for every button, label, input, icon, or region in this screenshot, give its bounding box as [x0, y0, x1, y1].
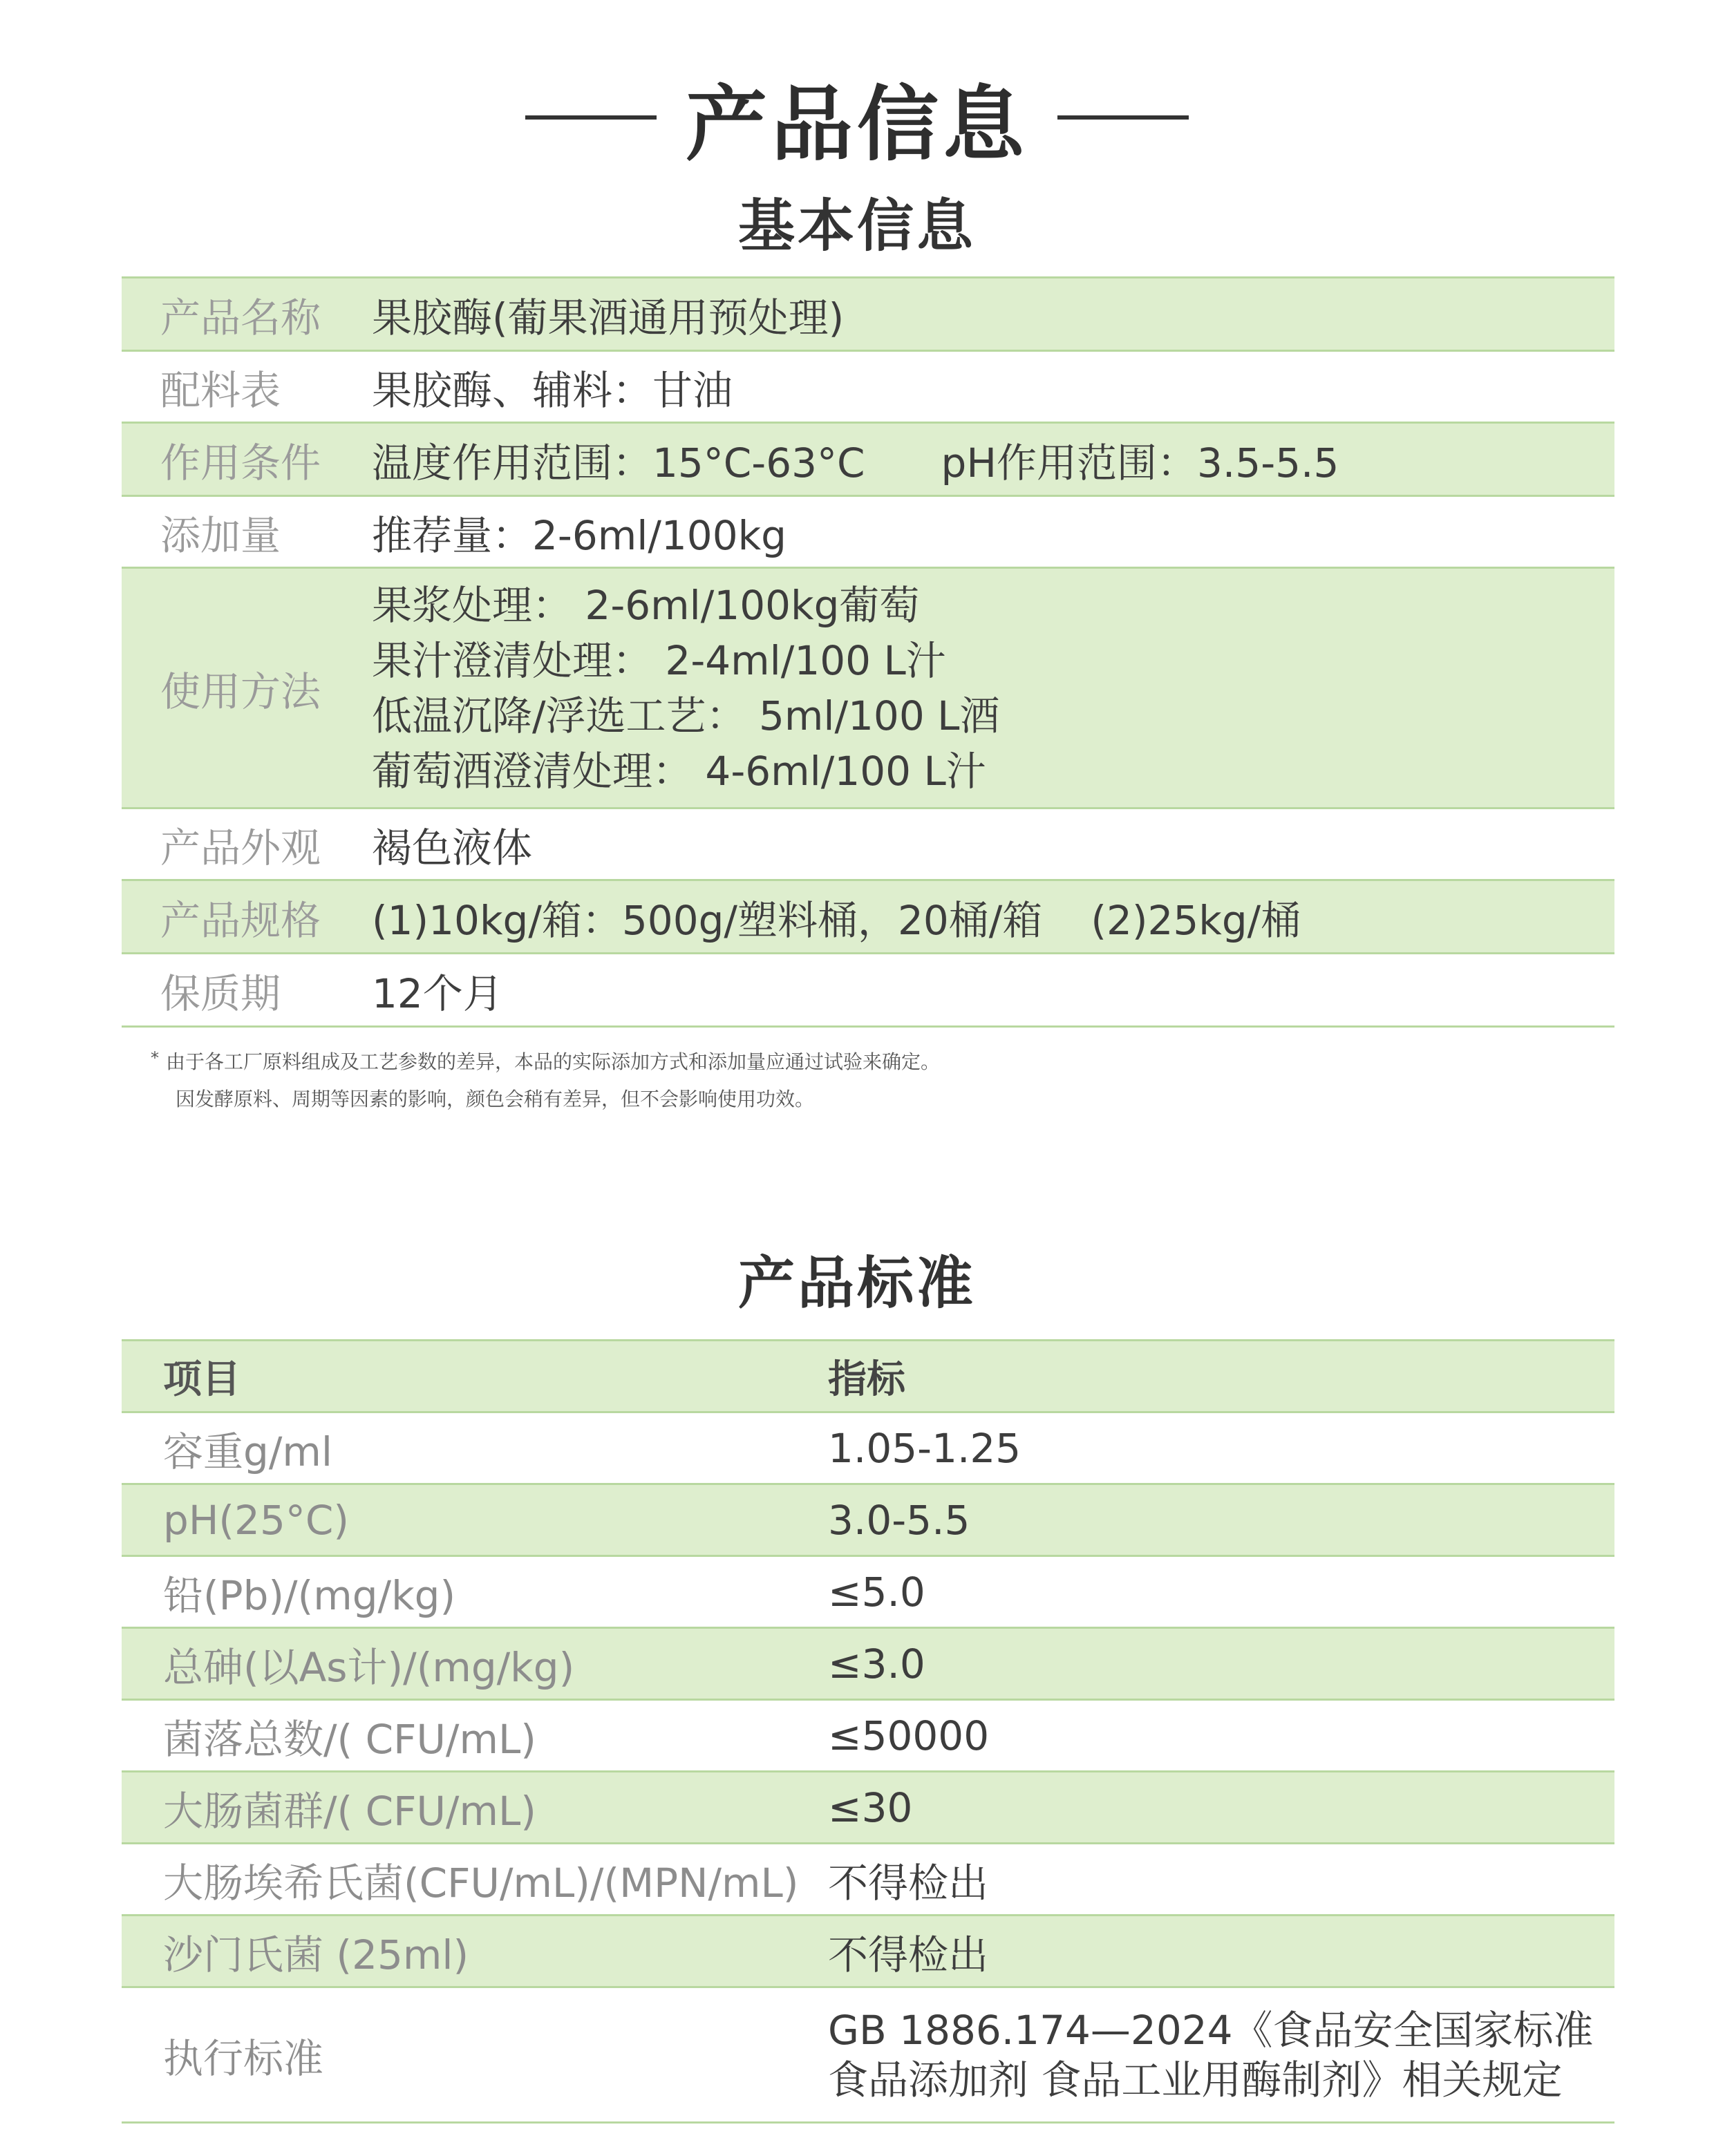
- footnote-1: 由于各工厂原料组成及工艺参数的差异，本品的实际添加方式和添加量应通过试验来确定。: [166, 1050, 941, 1073]
- row-value: [370, 568, 1614, 808]
- standard-item: 菌落总数/( CFU/mL): [122, 1700, 828, 1772]
- table-row: [122, 1412, 1614, 1484]
- standard-item: pH(25°C): [122, 1484, 828, 1556]
- table-row: [122, 1484, 1614, 1556]
- product-standard-title: 产品标准: [737, 1251, 976, 1316]
- usage-line: 葡萄酒澄清处理： 4-6ml/100 L汁: [372, 747, 986, 795]
- standard-item: 大肠埃希氏菌(CFU/mL)/(MPN/mL): [122, 1844, 828, 1916]
- row-value: 果胶酶(葡果酒通用预处理): [370, 278, 1614, 351]
- spec-1: (1)10kg/箱：500g/塑料桶，20桶/箱: [372, 896, 1043, 944]
- table-row: [122, 1772, 1614, 1844]
- standard-value: 不得检出: [828, 1916, 1614, 1987]
- row-value: [370, 423, 1614, 496]
- row-label: 配料表: [122, 351, 370, 423]
- basic-info-table: [122, 276, 1614, 1028]
- row-label: 作用条件: [122, 423, 370, 496]
- usage-line: 果汁澄清处理： 2-4ml/100 L汁: [372, 636, 946, 684]
- table-row: [122, 568, 1614, 808]
- standard-item: 执行标准: [122, 1987, 828, 2123]
- standard-value: ≤3.0: [828, 1628, 1614, 1700]
- standard-value: 3.0-5.5: [828, 1484, 1614, 1556]
- standard-value: ≤50000: [828, 1700, 1614, 1772]
- page-title-text: 产品信息: [685, 77, 1028, 172]
- standard-value: ≤30: [828, 1772, 1614, 1844]
- title-dash-left: [525, 115, 657, 120]
- exec-standard-line: 食品添加剂 食品工业用酶制剂》相关规定: [828, 2056, 1563, 2103]
- standard-item: 铅(Pb)/(mg/kg): [122, 1556, 828, 1628]
- table-row: [122, 496, 1614, 568]
- row-value: 果胶酶、辅料：甘油: [370, 351, 1614, 423]
- temperature-range: 温度作用范围：15°C-63°C: [372, 439, 865, 486]
- table-row: [122, 1556, 1614, 1628]
- standard-item: 沙门氏菌 (25ml): [122, 1916, 828, 1987]
- column-header-item: 项目: [122, 1341, 828, 1412]
- table-row: [122, 278, 1614, 351]
- table-header-row: [122, 1341, 1614, 1412]
- table-row: [122, 808, 1614, 880]
- table-row: [122, 351, 1614, 423]
- spec-2: (2)25kg/桶: [1091, 896, 1301, 944]
- standard-value: ≤5.0: [828, 1556, 1614, 1628]
- row-label: 添加量: [122, 496, 370, 568]
- column-header-index: 指标: [828, 1341, 1614, 1412]
- page-title: [0, 69, 1714, 172]
- standard-value: 不得检出: [828, 1844, 1614, 1916]
- product-standard-table: [122, 1339, 1614, 2124]
- ph-range: pH作用范围：3.5-5.5: [941, 439, 1339, 486]
- row-value: [370, 880, 1614, 954]
- table-row: [122, 1987, 1614, 2123]
- basic-info-title: 基本信息: [737, 193, 976, 259]
- standard-item: 大肠菌群/( CFU/mL): [122, 1772, 828, 1844]
- table-row: [122, 1628, 1614, 1700]
- footnote-2: 因发酵原料、周期等因素的影响，颜色会稍有差异，但不会影响使用功效。: [176, 1088, 815, 1110]
- table-row: [122, 954, 1614, 1027]
- table-row: [122, 880, 1614, 954]
- row-label: 产品外观: [122, 808, 370, 880]
- row-label: 产品规格: [122, 880, 370, 954]
- table-row: [122, 1700, 1614, 1772]
- row-value: 推荐量：2-6ml/100kg: [370, 496, 1614, 568]
- row-label: 保质期: [122, 954, 370, 1027]
- table-row: [122, 1916, 1614, 1987]
- usage-line: 果浆处理： 2-6ml/100kg葡萄: [372, 581, 920, 629]
- row-value: 褐色液体: [370, 808, 1614, 880]
- standard-value: [828, 1987, 1614, 2123]
- standard-item: 容重g/ml: [122, 1412, 828, 1484]
- table-row: [122, 423, 1614, 496]
- title-dash-right: [1057, 115, 1189, 120]
- footnote-mark: *: [151, 1048, 159, 1068]
- standard-value: 1.05-1.25: [828, 1412, 1614, 1484]
- row-value: 12个月: [370, 954, 1614, 1027]
- footnotes: [151, 1043, 1540, 1118]
- usage-line: 低温沉降/浮选工艺： 5ml/100 L酒: [372, 692, 1000, 739]
- row-label: 产品名称: [122, 278, 370, 351]
- standard-item: 总砷(以As计)/(mg/kg): [122, 1628, 828, 1700]
- exec-standard-line: GB 1886.174—2024《食品安全国家标准: [828, 2006, 1594, 2054]
- table-row: [122, 1844, 1614, 1916]
- row-label: 使用方法: [122, 568, 370, 808]
